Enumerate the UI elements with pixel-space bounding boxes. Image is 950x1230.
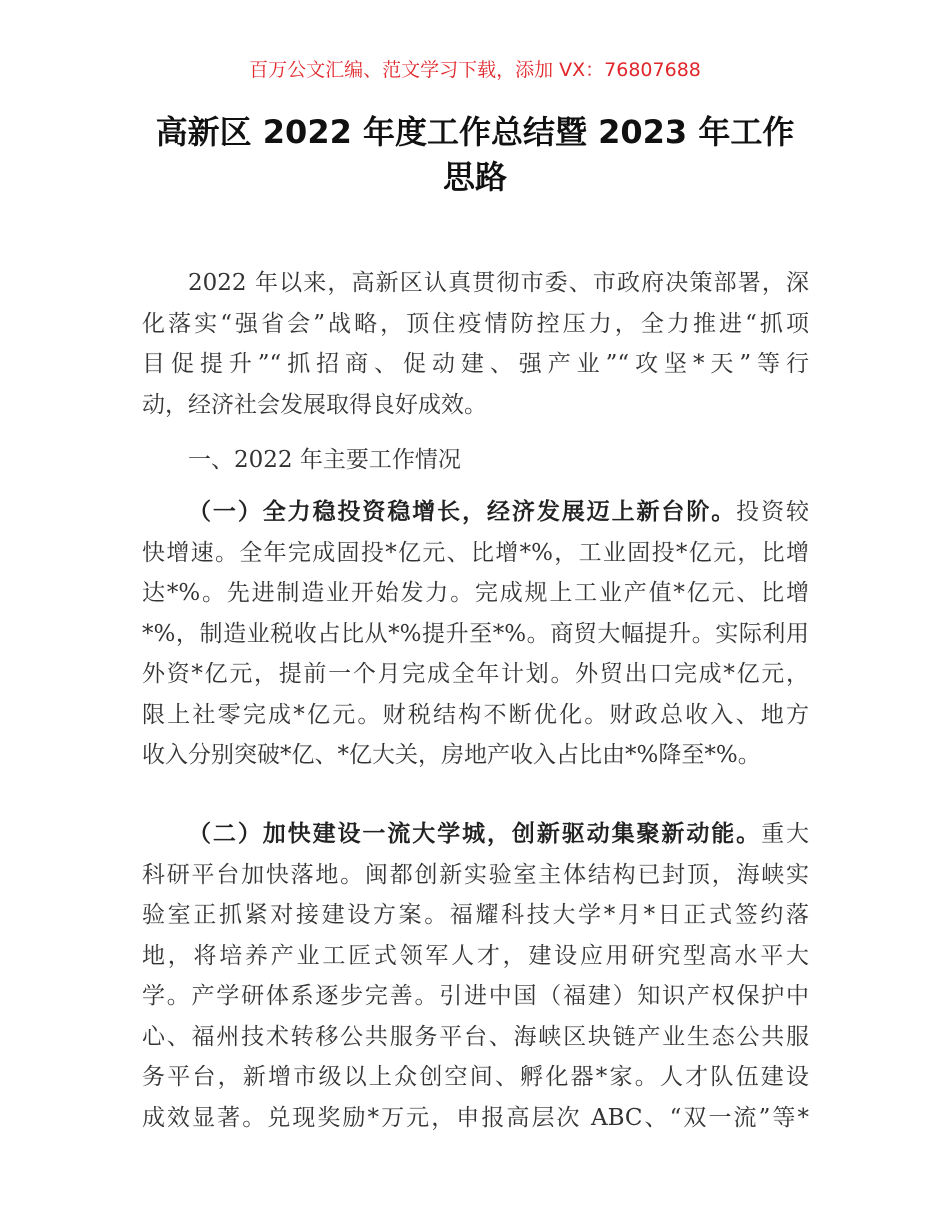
- document-title: [100, 110, 850, 200]
- paragraph-line: 化落实“强省会”战略，顶住疫情防控压力，全力推进“抓项: [142, 310, 809, 337]
- subsection-2-heading: （二）加快建设一流大学城，创新驱动集聚新动能。: [188, 820, 762, 847]
- paragraph-line: 快增速。全年完成固投*亿元、比增*%，工业固投*亿元，比增: [142, 539, 809, 566]
- paragraph-line: 外资*亿元，提前一个月完成全年计划。外贸出口完成*亿元，: [142, 661, 809, 687]
- paragraph-line: 限上社零完成*亿元。财税结构不断优化。财政总收入、地方: [142, 701, 809, 728]
- paragraph-line: 达*%。先进制造业开始发力。完成规上工业产值*亿元、比增: [142, 580, 809, 606]
- paragraph-line: 2022 年以来，高新区认真贯彻市委、市政府决策部署，深: [188, 270, 809, 296]
- paragraph-line: 学。产学研体系逐步完善。引进中国（福建）知识产权保护中: [142, 983, 809, 1009]
- title-line-1: 高新区 2022 年度工作总结暨 2023 年工作: [155, 113, 795, 151]
- title-line-2: 思路: [442, 158, 507, 196]
- paragraph-line: 科研平台加快落地。闽都创新实验室主体结构已封顶，海峡实: [142, 861, 809, 888]
- watermark-banner: 百万公文汇编、范文学习下载，添加 VX：76807688: [249, 59, 701, 81]
- paragraph-line: [142, 492, 809, 533]
- paragraph-line: 成效显著。兑现奖励*万元，申报高层次 ABC、“双一流”等*: [142, 1104, 809, 1131]
- subsection-1-heading: （一）全力稳投资稳增长，经济发展迈上新台阶。: [188, 498, 737, 525]
- paragraph-line: *%，制造业税收占比从*%提升至*%。商贸大幅提升。实际利用: [142, 620, 809, 647]
- paragraph-line: 务平台，新增市级以上众创空间、孵化器*家。人才队伍建设: [142, 1064, 809, 1090]
- subsection-2-paragraph: [142, 814, 809, 1138]
- paragraph-line: 目促提升”“抓招商、促动建、强产业”“攻坚*天”等行: [142, 351, 809, 377]
- paragraph-line: 验室正抓紧对接建设方案。福耀科技大学*月*日正式签约落: [142, 902, 809, 928]
- intro-paragraph: [142, 263, 809, 425]
- paragraph-line: 动，经济社会发展取得良好成效。: [142, 391, 487, 418]
- paragraph-line: [142, 814, 809, 855]
- paragraph-line: 收入分别突破*亿、*亿大关，房地产收入占比由*%降至*%。: [142, 742, 761, 768]
- text-run: 投资较: [736, 499, 810, 525]
- text-run: 重大: [761, 821, 810, 847]
- section-heading: [142, 440, 809, 481]
- section-1-heading: 一、2022 年主要工作情况: [188, 447, 461, 473]
- paragraph-line: 地，将培养产业工匠式领军人才，建设应用研究型高水平大: [142, 942, 809, 969]
- subsection-1-paragraph: [142, 492, 809, 776]
- paragraph-line: 心、福州技术转移公共服务平台、海峡区块链产业生态公共服: [142, 1023, 809, 1050]
